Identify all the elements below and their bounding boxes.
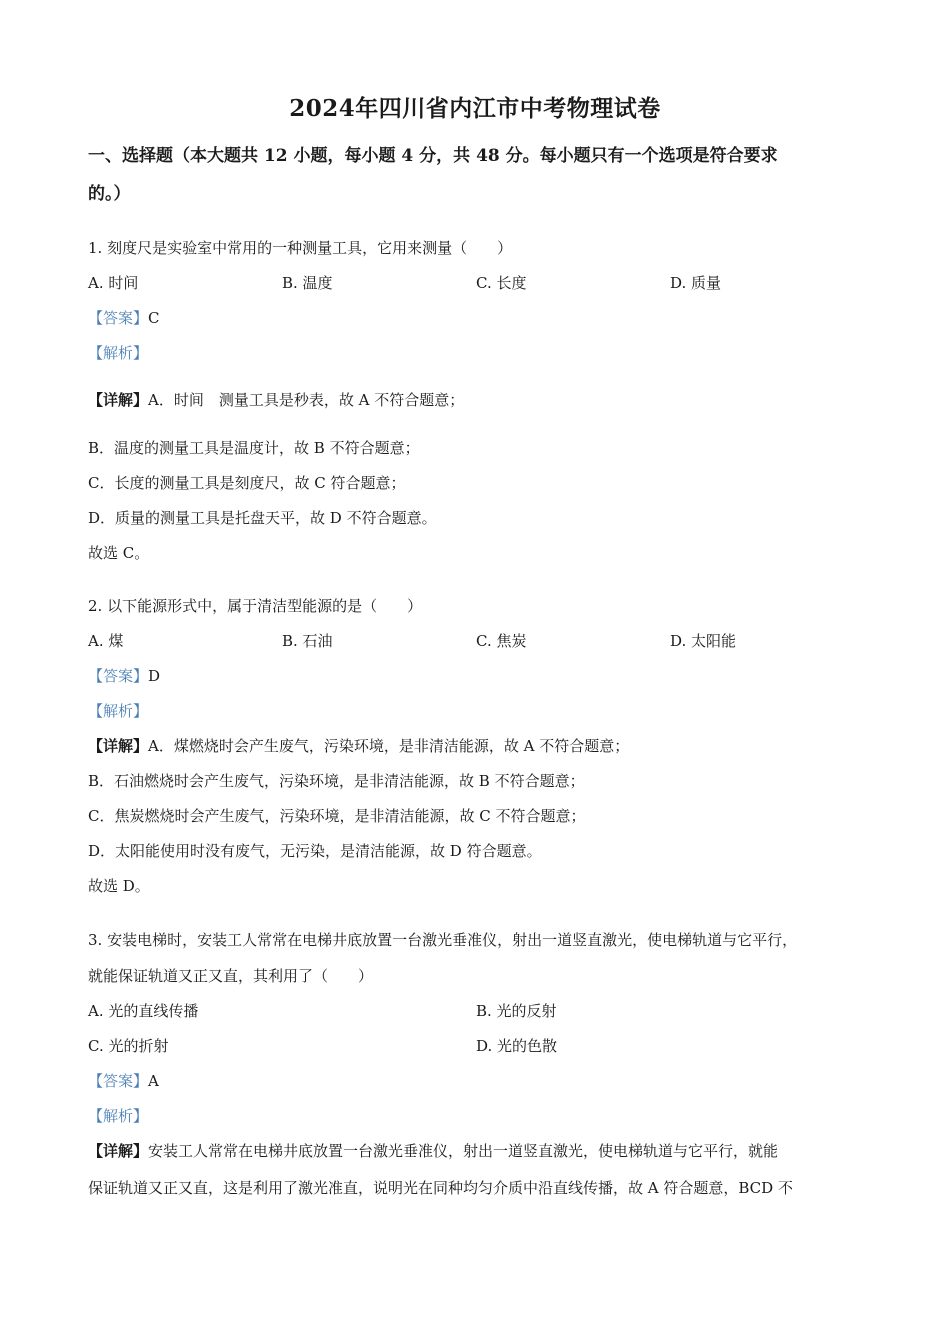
q1-answer [88,308,160,328]
q3-option-a: A. 光的直线传播 [88,1002,199,1020]
answer-tag: 【答案】 [88,667,149,685]
q2-answer-value: D [148,667,161,685]
q1-option-a: A. 时间 [88,274,139,292]
q3-option-d: D. 光的色散 [476,1037,558,1055]
q2-stem: 2. 以下能源形式中，属于清洁型能源的是（ ） [88,597,423,615]
q1-option-c: C. 长度 [476,274,527,292]
q3-stem-line1: 3. 安装电梯时，安装工人常常在电梯井底放置一台激光垂准仪，射出一道竖直激光，使电梯轨道与它平行， [88,931,798,949]
q2-option-a: A. 煤 [88,632,124,650]
q3-option-c: C. 光的折射 [88,1037,169,1055]
q2-detail-a: A．煤燃烧时会产生废气，污染环境，是非清洁能源，故 A 不符合题意； [148,737,630,755]
q2-option-c: C. 焦炭 [476,632,527,650]
q3-detail-line1 [88,1141,778,1161]
q2-detail-b: B．石油燃烧时会产生废气，污染环境，是非清洁能源，故 B 不符合题意； [88,772,585,790]
q3-detail-line2: 保证轨道又正又直，这是利用了激光准直，说明光在同种均匀介质中沿直线传播，故 A 符合题意，BCD 不 [88,1179,793,1197]
exam-title: 2024年四川省内江市中考物理试卷 [289,95,661,122]
q2-detail-c: C．焦炭燃烧时会产生废气，污染环境，是非清洁能源，故 C 不符合题意； [88,807,586,825]
q1-detail-d: D．质量的测量工具是托盘天平，故 D 不符合题意。 [88,509,437,527]
q2-analysis-tag: 【解析】 [88,702,149,720]
q1-option-d: D. 质量 [670,274,722,292]
q2-detail-line [88,736,629,756]
detail-tag: 【详解】 [88,391,149,409]
q1-conclusion: 故选 C。 [88,544,150,562]
answer-tag: 【答案】 [88,309,149,327]
detail-tag: 【详解】 [88,1142,149,1160]
q1-analysis-tag: 【解析】 [88,344,149,362]
q3-stem-line2: 就能保证轨道又正又直，其利用了（ ） [88,967,374,985]
q1-detail-b: B．温度的测量工具是温度计，故 B 不符合题意； [88,439,420,457]
q1-detail-line [88,390,464,410]
q1-detail-a: A．时间 测量工具是秒表，故 A 不符合题意； [148,391,465,409]
detail-tag: 【详解】 [88,737,149,755]
q3-option-b: B. 光的反射 [476,1002,557,1020]
q1-detail-c: C．长度的测量工具是刻度尺，故 C 符合题意； [88,474,406,492]
q3-answer [88,1071,159,1091]
answer-tag: 【答案】 [88,1072,149,1090]
q3-detail-text1: 安装工人常常在电梯井底放置一台激光垂准仪，射出一道竖直激光，使电梯轨道与它平行，就能 [148,1142,779,1160]
q2-answer [88,666,160,686]
q1-option-b: B. 温度 [282,274,333,292]
q1-stem: 1. 刻度尺是实验室中常用的一种测量工具，它用来测量（ ） [88,239,513,257]
q2-option-b: B. 石油 [282,632,333,650]
section-heading-line2: 的。） [88,184,131,204]
q2-detail-d: D．太阳能使用时没有废气，无污染，是清洁能源，故 D 符合题意。 [88,842,542,860]
q3-answer-value: A [148,1072,159,1090]
q1-answer-value: C [148,309,160,327]
q3-analysis-tag: 【解析】 [88,1107,149,1125]
section-heading-line1: 一、选择题（本大题共 12 小题，每小题 4 分，共 48 分。每小题只有一个选项是符合要求 [88,146,778,166]
q2-option-d: D. 太阳能 [670,632,737,650]
q2-conclusion: 故选 D。 [88,877,150,895]
